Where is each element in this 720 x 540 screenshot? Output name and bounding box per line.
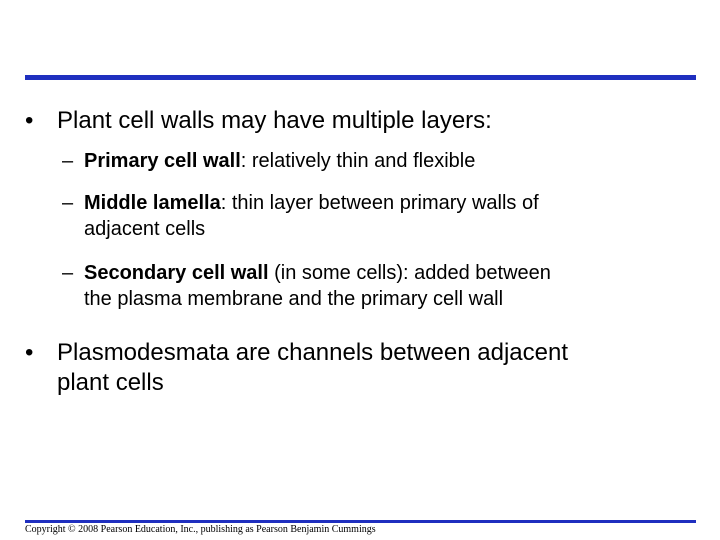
bullet-marker: • [25,339,34,366]
bullet-plasmodesmata [25,338,685,398]
sub-item-text [62,260,692,312]
bullet-marker: • [25,107,34,134]
sub-item-primary-cell-wall [62,148,692,174]
title-divider-line [25,75,696,80]
dash-marker: – [62,192,74,214]
definition-middle-lamella-line1: : thin layer between primary walls of [220,192,539,214]
term-primary-cell-wall: Primary cell wall [84,150,241,172]
sub-item-first-line [84,190,692,216]
definition-secondary-cell-wall-line2: the plasma membrane and the primary cell wall [84,288,504,310]
sub-item-text [62,148,692,174]
dash-marker: – [62,262,74,284]
copyright-footer: Copyright © 2008 Pearson Education, Inc., publishing as Pearson Benjamin Cummings [25,524,376,535]
bullet-cell-wall-layers [25,106,685,136]
term-middle-lamella: Middle lamella [84,192,221,214]
bullet-text-line2: plant cells [57,369,164,396]
bullet-text-line1: Plasmodesmata are channels between adjacent [57,339,568,366]
bullet-text: Plant cell walls may have multiple layers: [57,107,492,134]
sub-item-middle-lamella [62,190,692,242]
footer-divider-line [25,520,696,523]
definition-middle-lamella-line2: adjacent cells [84,218,206,240]
term-secondary-cell-wall: Secondary cell wall [84,262,269,284]
definition-secondary-cell-wall-line1: (in some cells): added between [268,262,551,284]
dash-marker: – [62,150,74,172]
sub-item-secondary-cell-wall [62,260,692,312]
sub-item-first-line [84,260,692,286]
bullet-text [25,338,685,398]
definition-primary-cell-wall: : relatively thin and flexible [240,150,476,172]
sub-item-text [62,190,692,242]
